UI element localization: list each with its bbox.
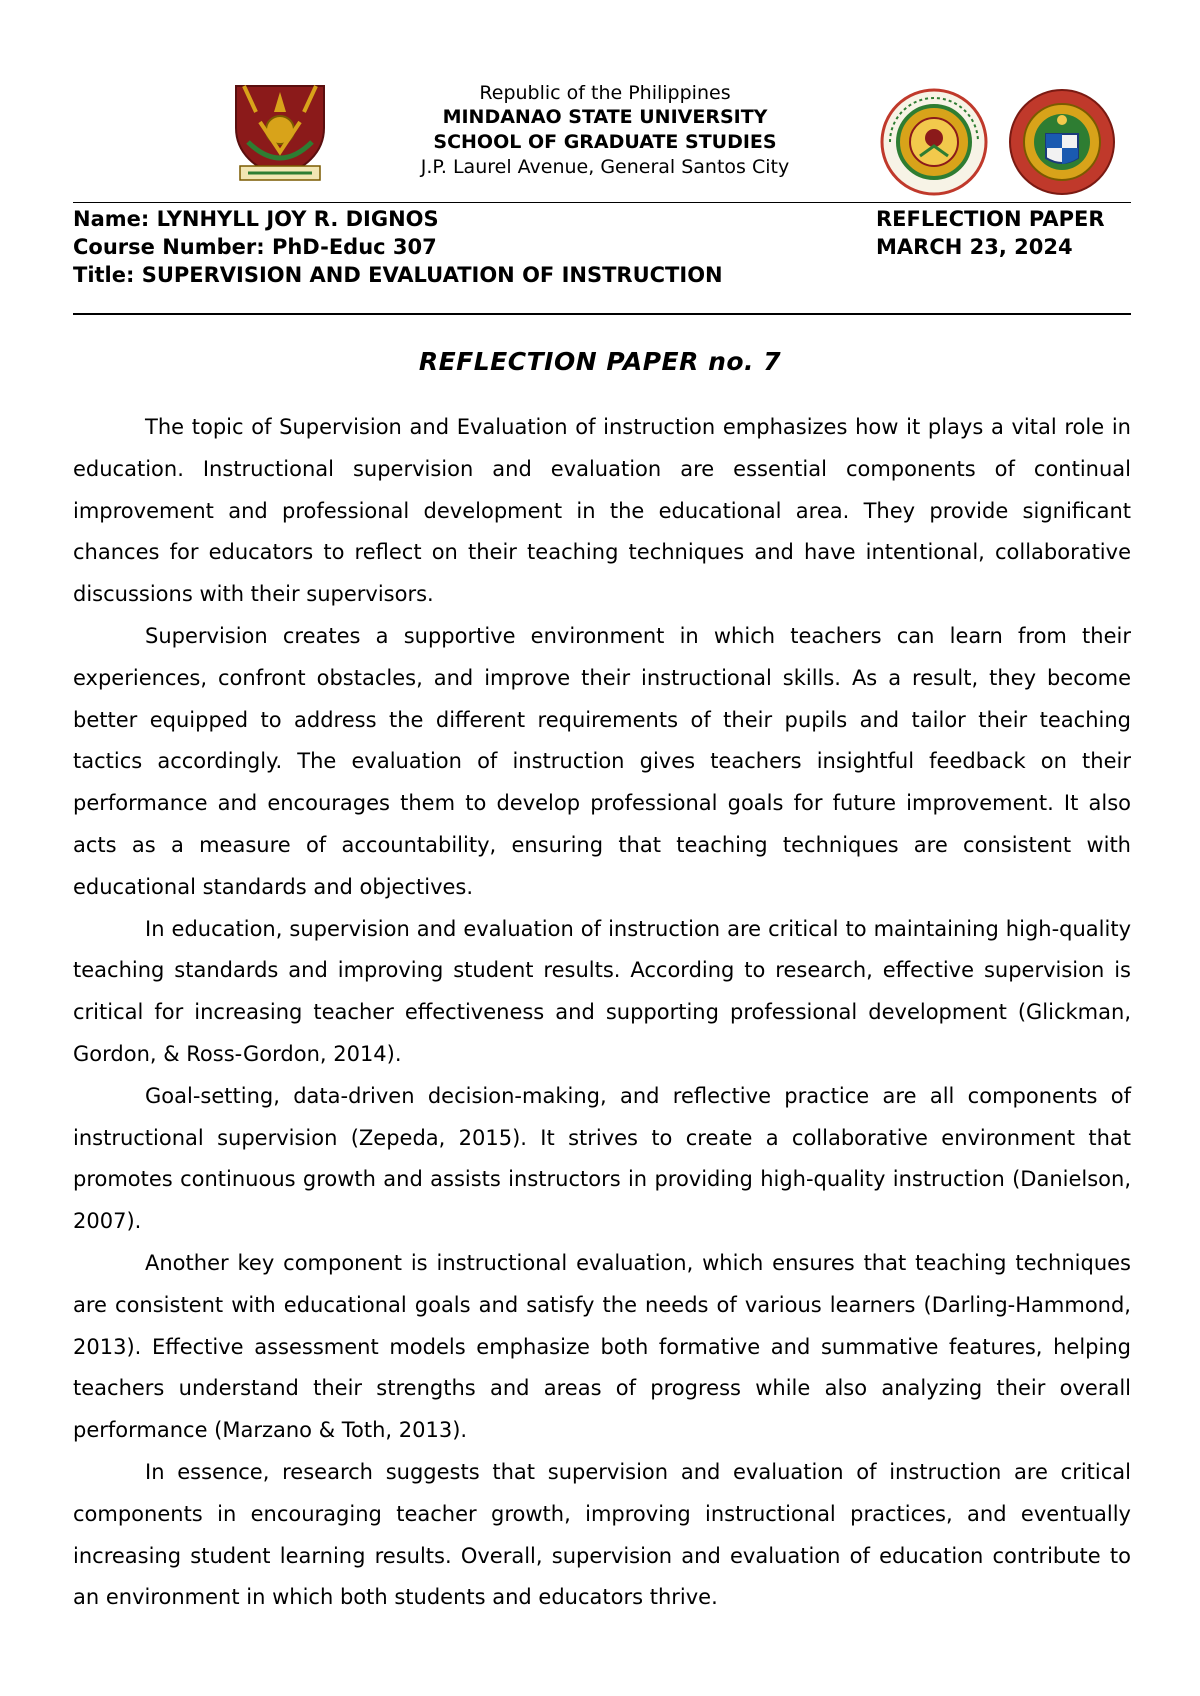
body-paragraph: In essence, research suggests that supervision and evaluation of instruction are critical components in encouraging teacher growth, improving instructional practices, and eventually increasing student learning results. Overall, supervision and evaluation of education contribute to an environment in which both students and educators thrive. [73,1459,1131,1610]
body-paragraph: In education, supervision and evaluation of instruction are critical to maintaining high-quality teaching standards and improving student results. According to research, effective supervision is critical for increasing teacher effectiveness and supporting professional development (Glickman, Gordon, & Ross-Gordon, 2014). [73,916,1131,1066]
student-name: Name: LYNHYLL JOY R. DIGNOS [73,207,439,231]
header-divider [73,202,1131,203]
paper-title: REFLECTION PAPER no. 7 [418,347,782,376]
header-republic: Republic of the Philippines [479,82,731,104]
body-paragraph: The topic of Supervision and Evaluation of instruction emphasizes how it plays a vital role in education. Instructional supervision and evaluation are essential components of continual improvement and professional development in the educational area. They provide significant chances for educators to reflect on their teaching techniques and have intentional, collaborative discussions with their supervisors. [73,415,1131,607]
header-university: MINDANAO STATE UNIVERSITY [442,106,768,128]
school-of-graduate-studies-seal-icon [1008,88,1116,196]
header-address: J.P. Laurel Avenue, General Santos City [420,156,790,178]
body-paragraph: Another key component is instructional evaluation, which ensures that teaching techniques are consistent with educational goals and satisfy the needs of various learners (Darling-Hammond, 2013). Effective assessment models emphasize both formative and summative features, helping teachers understand their strengths and areas of progress while also analyzing their overall performance (Marzano & Toth, 2013). [73,1250,1131,1443]
body-paragraph: Goal-setting, data-driven decision-making, and reflective practice are all components of instructional supervision (Zepeda, 2015). It strives to create a collaborative environment that promotes continuous growth and assists instructors in providing high-quality instruction (Danielson, 2007). [73,1083,1131,1234]
document-date: MARCH 23, 2024 [876,235,1073,259]
header-school: SCHOOL OF GRADUATE STUDIES [433,131,777,153]
paper-body [73,407,1131,1619]
course-number: Course Number: PhD-Educ 307 [73,235,437,259]
msu-shield-emblem-icon [226,82,334,184]
body-paragraph: Supervision creates a supportive environment in which teachers can learn from their experiences, confront obstacles, and improve their instructional skills. As a result, they become better equipped to address the different requirements of their pupils and tailor their teaching tactics accordingly. The evaluation of instruction gives teachers insightful feedback on their performance and encourages them to develop professional goals for future improvement. It also acts as a measure of accountability, ensuring that teaching techniques are consistent with educational standards and objectives. [73,623,1131,899]
info-divider [73,313,1131,315]
msu-seal-icon [880,88,988,196]
course-title: Title: SUPERVISION AND EVALUATION OF INSTRUCTION [73,263,723,287]
document-type: REFLECTION PAPER [876,207,1105,231]
